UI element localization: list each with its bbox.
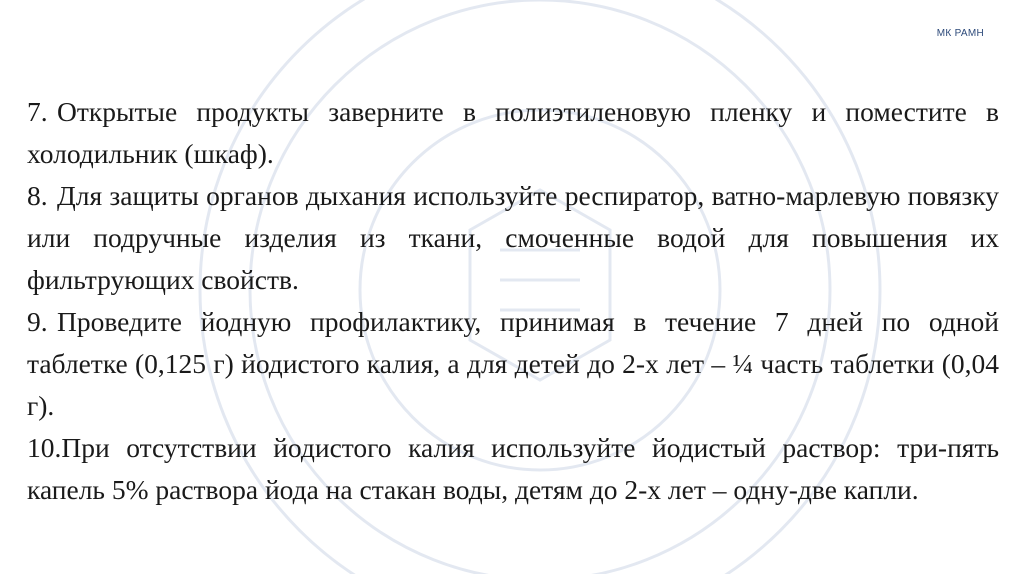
item-number: 7.	[27, 96, 48, 127]
item-number: 9.	[27, 306, 48, 337]
item-text: При отсутствии йодистого калия используйте йодистый раствор: три-пять капель 5% раствора йода на стакан воды, детям до 2-х лет – одну-две капли.	[27, 432, 999, 505]
list-item	[27, 427, 999, 511]
item-text: Для защиты органов дыхания используйте респиратор, ватно-марлевую повязку или подручные изделия из ткани, смоченные водой для повышения их фильтрующих свойств.	[27, 180, 999, 295]
list-item	[27, 91, 999, 175]
item-text: Проведите йодную профилактику, принимая в течение 7 дней по одной таблетке (0,125 г) йодистого калия, а для детей до 2-х лет – ¼ часть таблетки (0,04 г).	[27, 306, 999, 421]
item-text: Открытые продукты заверните в полиэтиленовую пленку и поместите в холодильник (шкаф).	[27, 96, 999, 169]
list-item	[27, 301, 999, 427]
logo-text: МК РАМН	[936, 28, 984, 39]
item-number: 10.	[27, 432, 62, 463]
list-item	[27, 175, 999, 301]
instruction-list	[27, 91, 999, 511]
item-number: 8.	[27, 180, 48, 211]
